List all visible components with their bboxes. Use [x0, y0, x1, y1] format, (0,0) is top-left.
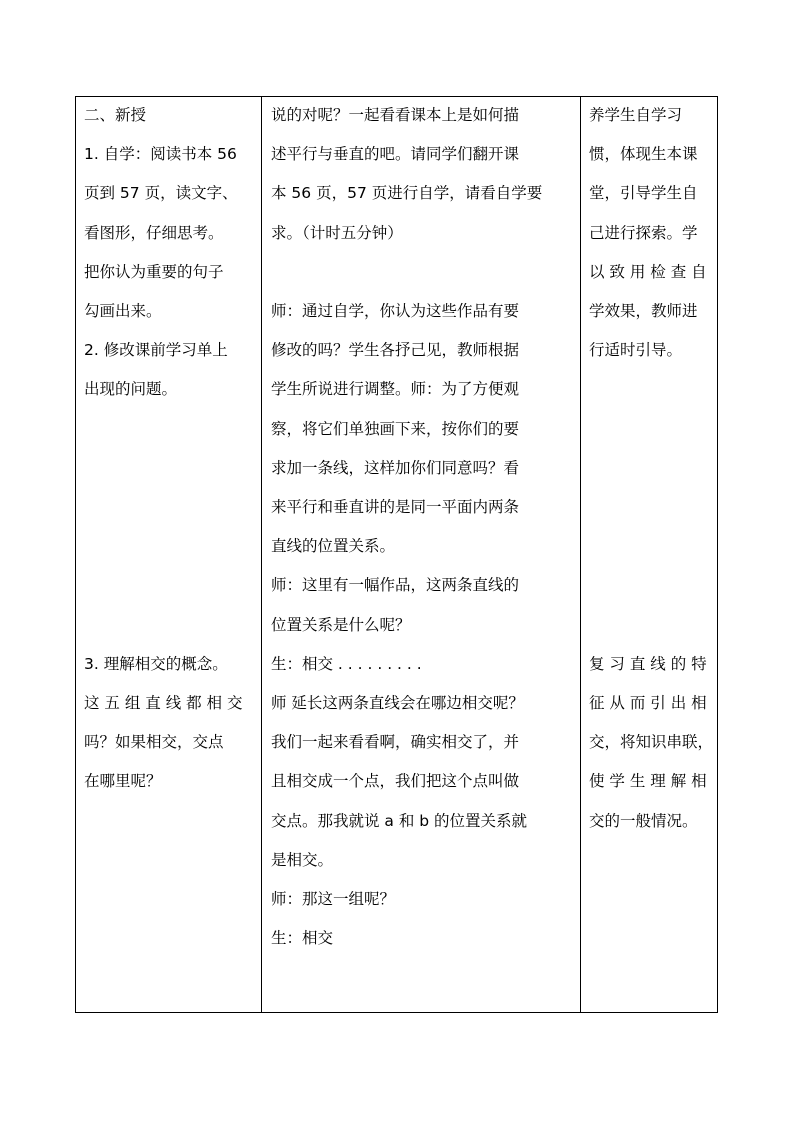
col1-line: 出现的问题。 — [84, 380, 178, 399]
col1-line: 1. 自学：阅读书本 56 — [84, 145, 237, 164]
col3-line: 己进行探索。学 — [589, 223, 698, 242]
col1-line: 这 五 组 直 线 都 相 交 — [84, 694, 243, 712]
col3-line: 学效果，教师进 — [589, 302, 698, 320]
column-divider — [261, 97, 262, 1012]
col3-line: 行适时引导。 — [589, 341, 683, 360]
col3-line: 堂，引导学生自 — [589, 184, 698, 203]
column-divider — [580, 97, 581, 1012]
col2-line: 生：相交 — [271, 929, 334, 948]
col1-line: 吗？如果相交，交点 — [84, 733, 224, 752]
col3-line: 交的一般情况。 — [589, 811, 698, 830]
col1-line: 二、新授 — [84, 106, 147, 124]
col3-line: 使 学 生 理 解 相 — [589, 772, 707, 791]
col2-line: 师 延长这两条直线会在哪边相交呢？ — [271, 694, 524, 712]
col2-line: 学生所说进行调整。师：为了方便观 — [271, 380, 520, 399]
col2-line: 求加一条线，这样加你们同意吗？看 — [271, 458, 520, 477]
col1-line: 勾画出来。 — [84, 302, 162, 320]
lesson-table — [75, 96, 718, 1013]
col1-line: 3. 理解相交的概念。 — [84, 654, 228, 673]
col2-line: 位置关系是什么呢？ — [271, 615, 411, 634]
col3-line: 复 习 直 线 的 特 — [589, 654, 707, 673]
col2-line: 交点。那我就说 a 和 b 的位置关系就 — [271, 811, 528, 830]
col2-line: 是相交。 — [271, 850, 334, 869]
col1-line: 把你认为重要的句子 — [84, 262, 224, 281]
col3-line: 交，将知识串联， — [589, 733, 714, 752]
col2-line: 本 56 页，57 页进行自学，请看自学要 — [271, 184, 543, 203]
col3-line: 征 从 而 引 出 相 — [589, 694, 707, 712]
col2-line: 说的对呢？一起看看课本上是如何描 — [271, 106, 520, 124]
col2-line: 修改的吗？学生各抒己见，教师根据 — [271, 341, 520, 360]
col2-line: 师：这里有一幅作品，这两条直线的 — [271, 576, 520, 595]
col2-line: 来平行和垂直讲的是同一平面内两条 — [271, 498, 520, 516]
col1-line: 在哪里呢？ — [84, 772, 162, 791]
col2-line: 师：通过自学，你认为这些作品有要 — [271, 302, 520, 320]
col2-line: 述平行与垂直的吧。请同学们翻开课 — [271, 145, 520, 164]
col1-line: 页到 57 页，读文字、 — [84, 184, 238, 203]
col2-line: 我们一起来看看啊，确实相交了，并 — [271, 733, 520, 752]
col1-line: 看图形，仔细思考。 — [84, 223, 224, 242]
col3-line: 养学生自学习 — [589, 106, 683, 124]
col2-line: 且相交成一个点，我们把这个点叫做 — [271, 772, 520, 791]
col1-line: 2. 修改课前学习单上 — [84, 341, 228, 360]
col2-line: 师：那这一组呢？ — [271, 890, 396, 908]
col2-line: 生：相交 . . . . . . . . . — [271, 654, 422, 673]
col2-line: 求。（计时五分钟） — [271, 223, 403, 242]
col2-line: 察，将它们单独画下来，按你们的要 — [271, 419, 520, 438]
col2-line: 直线的位置关系。 — [271, 537, 396, 556]
col3-line: 惯，体现生本课 — [589, 145, 698, 164]
col3-line: 以 致 用 检 查 自 — [589, 262, 707, 281]
